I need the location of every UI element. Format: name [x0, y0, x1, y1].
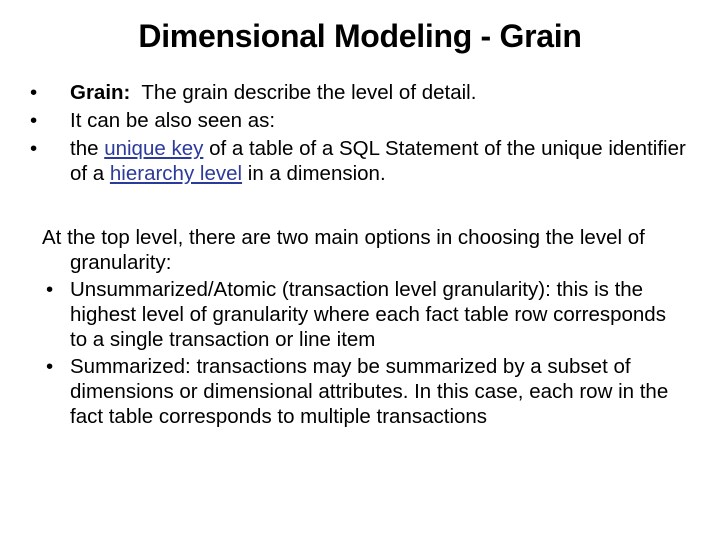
bullet-dot: •	[30, 109, 38, 132]
bullet-dot: •	[46, 355, 54, 378]
granularity-item-summarized	[42, 354, 682, 429]
unique-key-link[interactable]: unique key	[104, 137, 204, 160]
grain-definition: The grain describe the level of detail.	[130, 81, 477, 104]
granularity-lead: At the top level, there are two main options in choosing the level of granularity:	[42, 226, 645, 274]
grain-term: Grain:	[70, 81, 131, 104]
granularity-item-atomic	[42, 277, 682, 352]
granularity-item-text: Summarized: transactions may be summarized by a subset of dimensions or dimensional attributes. In this case, each row in the fact table corresponds to multiple transactions	[70, 355, 669, 428]
bullet-seen-as	[28, 108, 688, 133]
seen-as-text: It can be also seen as:	[70, 109, 276, 132]
bullet-dot: •	[46, 278, 54, 301]
bullet-list	[28, 80, 692, 189]
unique-key-pre: the	[70, 137, 105, 160]
bullet-dot: •	[30, 81, 38, 104]
bullet-grain	[28, 80, 688, 105]
bullet-unique-key	[28, 136, 692, 186]
hierarchy-level-link[interactable]: hierarchy level	[109, 162, 243, 185]
granularity-paragraph	[42, 225, 682, 429]
slide-title: Dimensional Modeling - Grain	[138, 18, 582, 54]
bullet-dot: •	[30, 137, 38, 160]
granularity-item-text: Unsummarized/Atomic (transaction level granularity): this is the highest level of granularity where each fact table row corresponds to a single transaction or line item	[70, 278, 666, 351]
unique-key-post: in a dimension.	[242, 162, 386, 185]
unique-key-mid: of a table of a SQL Statement of the unique identifier of a	[70, 137, 692, 185]
